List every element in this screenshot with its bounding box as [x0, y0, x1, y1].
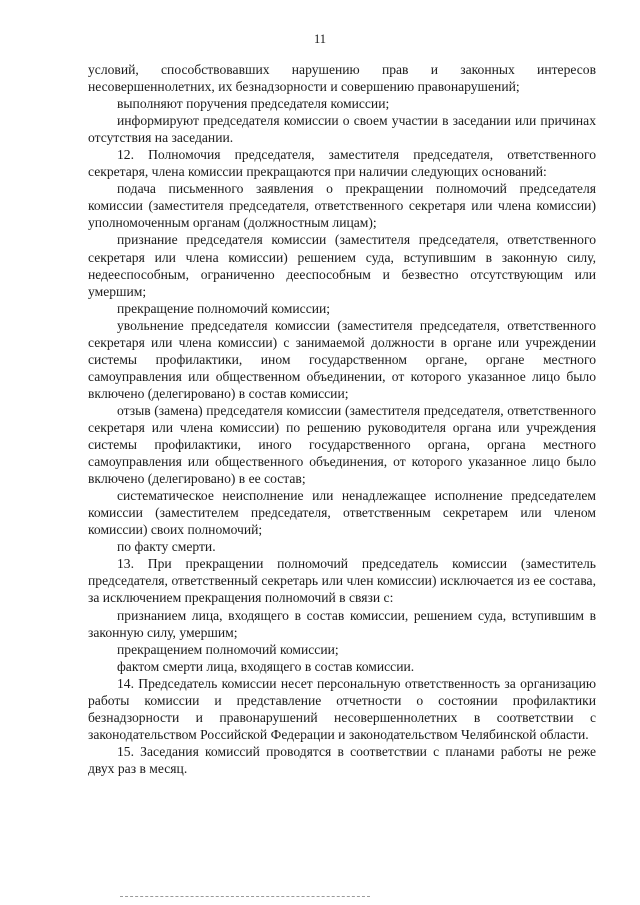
paragraph: увольнение председателя комиссии (заместителя председателя, ответственного секретаря или члена комиссии) с занимаемой должности в органе или учреждении системы профилактики, ином государственном органе, органе местного самоуправления или общественном объединении, от которого указанное лицо было включено (делегировано) в состав комиссии; — [88, 317, 596, 401]
paragraph: выполняют поручения председателя комиссии; — [117, 96, 390, 112]
paragraph: 13. При прекращении полномочий председатель комиссии (заместитель председателя, ответственный секретарь или член комиссии) исключается из ее состава, за исключением прекращения полномочий в связи с: — [88, 556, 596, 606]
paragraph: информируют председателя комиссии о своем участии в заседании или причинах отсутствия на заседании. — [88, 113, 596, 146]
paragraph: прекращением полномочий комиссии; — [117, 641, 339, 657]
paragraph: прекращение полномочий комиссии; — [117, 300, 331, 316]
paragraph: 12. Полномочия председателя, заместителя председателя, ответственного секретаря, члена комиссии прекращаются при наличии следующих оснований: — [88, 147, 596, 180]
paragraph: признанием лица, входящего в состав комиссии, решением суда, вступившим в законную силу, умершим; — [88, 607, 596, 640]
paragraph: 15. Заседания комиссий проводятся в соответствии с планами работы не реже двух раз в месяц. — [88, 743, 596, 776]
paragraph: фактом смерти лица, входящего в состав комиссии. — [117, 658, 415, 674]
paragraph: подача письменного заявления о прекращении полномочий председателя комиссии (заместителя председателя, ответственного секретаря или члена комиссии) уполномоченным органам (должностным лицам); — [88, 181, 596, 231]
page-number: 11 — [313, 32, 327, 46]
paragraph: отзыв (замена) председателя комиссии (заместителя председателя, ответственного секретаря или члена комиссии) по решению руководителя органа или учреждения системы профилактики, иного государственного органа, органа местного самоуправления или общественного объединения, от которого указанное лицо было включено (делегировано) в ее состав; — [88, 402, 596, 487]
paragraph: по факту смерти. — [117, 539, 216, 555]
paragraph: 14. Председатель комиссии несет персональную ответственность за организацию работы комиссии и представление отчетности о состоянии профилактики безнадзорности и правонарушений несовершеннолетних в соответствии с законодательством Российской Федерации и законодательством Челябинской области. — [88, 675, 596, 742]
bottom-scan-line — [120, 896, 370, 897]
paragraph: систематическое неисполнение или ненадлежащее исполнение председателем комиссии (заместителем председателя, ответственным секретарем или членом комиссии) своих полномочий; — [88, 488, 596, 538]
paragraph: признание председателя комиссии (заместителя председателя, ответственного секретаря или члена комиссии) решением суда, вступившим в законную силу, недееспособным, ограниченно дееспособным и безвестно отсутствующим или умершим; — [88, 232, 596, 299]
paragraph: условий, способствовавших нарушению прав и законных интересов несовершеннолетних, их безнадзорности и совершению правонарушений; — [88, 62, 596, 95]
document-body — [88, 61, 596, 777]
